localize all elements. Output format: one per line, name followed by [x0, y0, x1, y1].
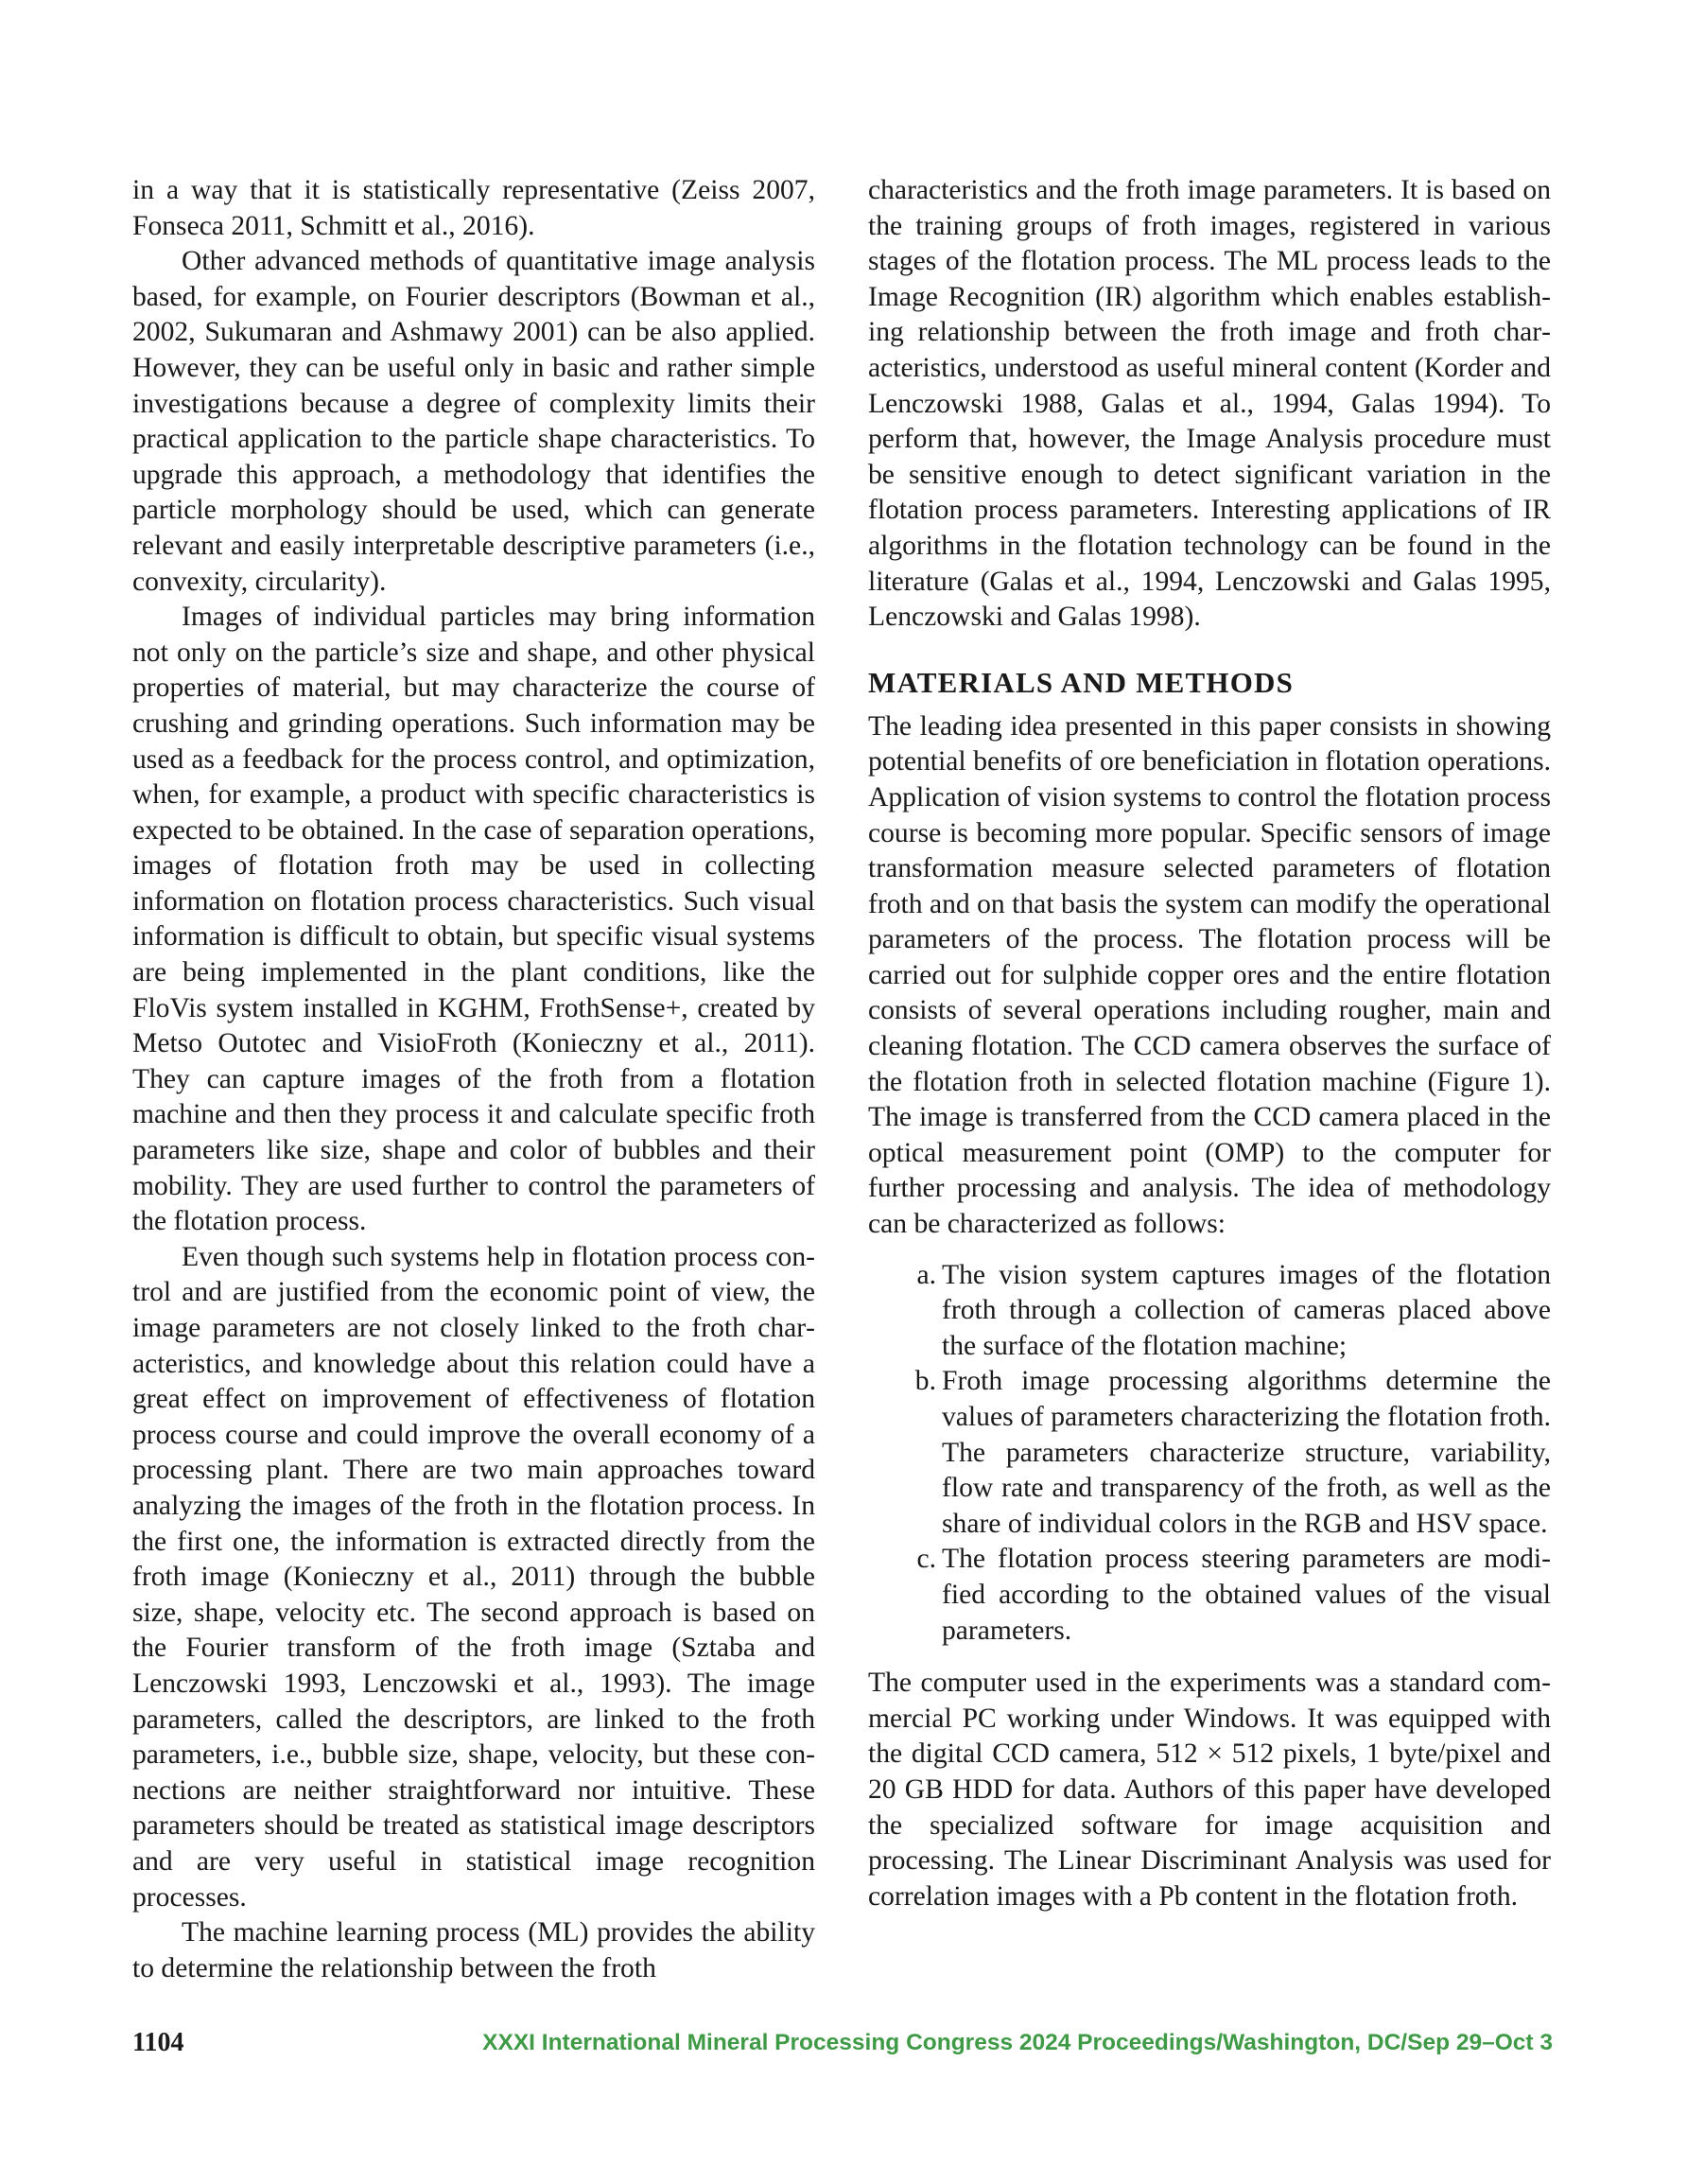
body-paragraph: The machine learning process (ML) provides the ability to determine the relationship between the froth: [132, 1917, 815, 1983]
list-marker: b.: [914, 1366, 936, 1397]
body-paragraph: Images of individual particles may bring information not only on the particle’s size and shape, and other physical properties of material, but may characterize the course of crushing and grinding operations. Such information may be used as a feedback for the process control, and optimization, when, for example, a product with specific characteristics is expected to be obtained. In the case of separation operations, images of flotation froth may be used in collecting information on flotation process characteristics. Such visual information is difficult to obtain, but specific visual systems are being implemented in the plant conditions, like the FloVis system installed in KGHM, FrothSense+, created by Metso Outotec and VisioFroth (Konieczny et al., 2011). They can capture images of the froth from a flotation machine and then they process it and calculate specific froth parameters like size, shape and color of bubbles and their mobility. They are used further to control the parameters of the flotation process.: [132, 602, 815, 1237]
left-column: [132, 173, 815, 1986]
right-column: [868, 173, 1551, 1914]
list-item: [868, 1258, 1551, 1365]
list-item-text: The flotation process steering parameters are modified according to the obtained values of the visual parameters.: [942, 1544, 1551, 1646]
methodology-list: [868, 1258, 1551, 1650]
list-item: [868, 1542, 1551, 1649]
body-paragraph: The computer used in the experiments was a standard commercial PC working under Windows. It was equipped with the digital CCD camera, 512 × 512 pixels, 1 byte/pixel and 20 GB HDD for data. Authors of this paper have developed the specialized software for image acquisition and processing. The Linear Discriminant Analysis was used for correlation images with a Pb content in the flotation froth.: [868, 1668, 1551, 1912]
body-paragraph: Other advanced methods of quantitative image analysis based, for example, on Fourier descriptors (Bowman et al., 2002, Sukumaran and Ashmawy 2001) can be also applied. However, they can be useful only in basic and rather simple investigations because a degree of complexity limits their practical application to the particle shape characteristics. To upgrade this approach, a methodology that identifies the particle morphology should be used, which can generate relevant and easily interpretable descriptive parameters (i.e., convexity, circularity).: [132, 246, 815, 597]
running-footer: XXXI International Mineral Processing Congress 2024 Proceedings/Washington, DC/Sep 29–Oct 3: [482, 2030, 1553, 2055]
section-heading: MATERIALS AND METHODS: [868, 665, 1295, 699]
list-item-text: The vision system captures images of the flotation froth through a collection of cameras placed above the surface of the flotation machine;: [942, 1259, 1551, 1361]
list-marker: a.: [916, 1259, 936, 1290]
list-item-text: Froth image processing algorithms determine the values of parameters characterizing the flotation froth. The parameters characterize structure, variability, flow rate and transparency of the froth, as well as the share of individual colors in the RGB and HSV space.: [942, 1366, 1551, 1539]
body-paragraph: The leading idea presented in this paper consists in showing potential benefits of ore beneficiation in flotation operations. Application of vision systems to control the flotation process course is becoming more popular. Specific sensors of image transformation measure selected parameters of flotation froth and on that basis the system can modify the operational parameters of the process. The flotation process will be carried out for sulphide copper ores and the entire flotation consists of several operations including rougher, main and cleaning flotation. The CCD camera observes the surface of the flotation froth in selected flotation machine (Figure 1). The image is transferred from the CCD camera placed in the optical measurement point (OMP) to the computer for further processing and analysis. The idea of methodology can be characterized as follows:: [868, 710, 1551, 1240]
body-paragraph: in a way that it is statistically representative (Zeiss 2007, Fonseca 2011, Schmitt et al., 2016).: [132, 175, 815, 241]
list-item: [868, 1364, 1551, 1542]
body-paragraph: Even though such systems help in flotation process control and are justified from the economic point of view, the image parameters are not closely linked to the froth characteristics, and knowledge about this relation could have a great effect on improvement of effectiveness of flotation process course and could improve the overall economy of a processing plant. There are two main approaches toward analyzing the images of the froth in the flotation process. In the first one, the information is extracted directly from the froth image (Konieczny et al., 2011) through the bubble size, shape, velocity etc. The second approach is based on the Fourier transform of the froth image (Sztaba and Lenczowski 1993, Lenczowski et al., 1993). The image parameters, called the descriptors, are linked to the froth parameters, i.e., bubble size, shape, velocity, but these connections are neither straightforward nor intuitive. These parameters should be treated as statistical image descriptors and are very useful in statistical image recognition processes.: [132, 1241, 815, 1913]
body-paragraph: characteristics and the froth image parameters. It is based on the training groups of froth images, registered in various stages of the flotation process. The ML process leads to the Image Recognition (IR) algorithm which enables establishing relationship between the froth image and froth characteristics, understood as useful mineral content (Korder and Lenczowski 1988, Galas et al., 1994, Galas 1994). To perform that, however, the Image Analysis procedure must be sensitive enough to detect significant variation in the flotation process parameters. Interesting applications of IR algorithms in the flotation technology can be found in the literature (Galas et al., 1994, Lenczowski and Galas 1995, Lenczowski and Galas 1998).: [868, 175, 1551, 633]
list-marker: c.: [916, 1544, 936, 1575]
page-number: 1104: [132, 2028, 184, 2057]
